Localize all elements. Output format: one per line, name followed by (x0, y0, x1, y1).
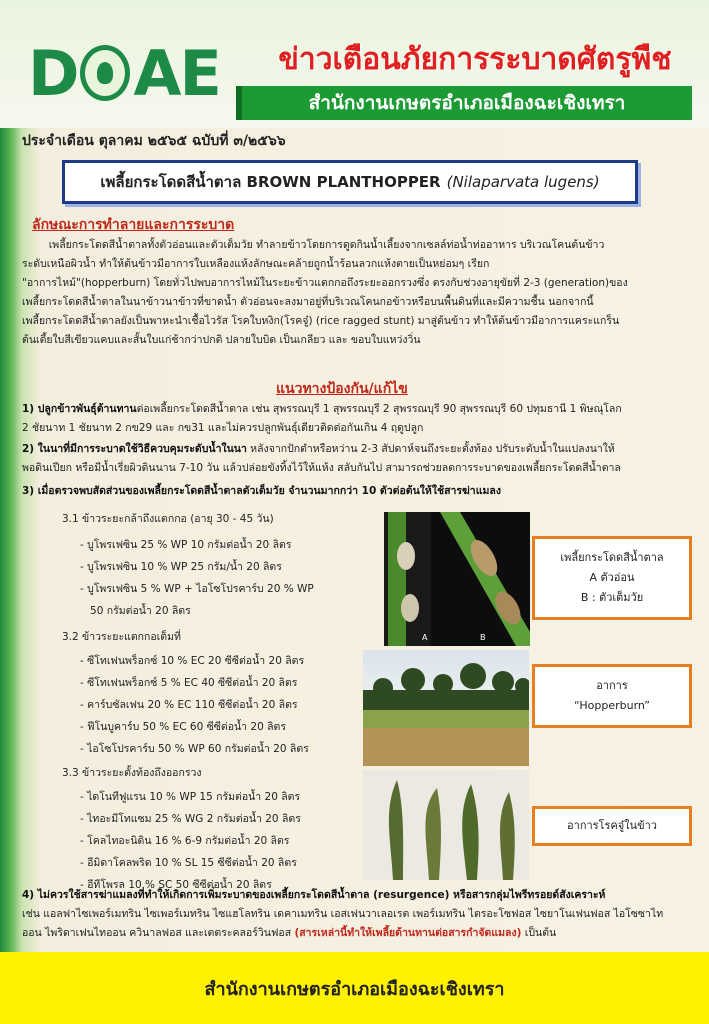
seal-icon (80, 45, 130, 101)
chemical-item: - ฟีโนบูคาร์บ 50 % EC 60 ซีซีต่อน้ำ 20 ลิตร (80, 721, 287, 733)
caption-ragged-stunt (532, 806, 692, 846)
planthopper-photo (384, 512, 530, 646)
chemical-item: - ไทอะมีโทแซม 25 % WG 2 กรัมต่อน้ำ 20 ลิตร (80, 813, 301, 825)
damage-line: "อาการไหม้"(hopperburn) โดยทั่วไปพบอาการไหม้ในระยะข้าวแตกกอถึงระยะออกรวงซึ่ง ตรงกับช่วงอายุขัยที่ 2-3 (generation)ของ (22, 277, 628, 289)
chemical-item: - อีทีโพรล 10 % SC 50 ซีซีต่อน้ำ 20 ลิตร (80, 879, 272, 891)
header (0, 0, 709, 128)
office-subtitle: สำนักงานเกษตรอำเภอเมืองฉะเชิงเทรา (236, 86, 692, 120)
footer-banner: สำนักงานเกษตรอำเภอเมืองฉะเชิงเทรา (0, 952, 709, 1024)
damage-line: เพลี้ยกระโดดสีน้ำตาลทั้งตัวอ่อนและตัวเต็มวัย ทำลายข้าวโดยการดูดกินน้ำเลี้ยงจากเซลล์ท่อน้ำท่ออาหาร บริเวณโคนต้นข้าว (22, 239, 605, 251)
chemical-item: - ไดโนทีฟูแรน 10 % WP 15 กรัมต่อน้ำ 20 ลิตร (80, 791, 301, 803)
stage-heading: 3.3 ข้าวระยะตั้งท้องถึงออกรวง (62, 767, 202, 779)
caption-hopperburn (532, 664, 692, 728)
prevention-item-4 (22, 886, 702, 943)
prevention-item-1 (22, 400, 702, 438)
chemical-item: - โคลไทอะนิดิน 16 % 6-9 กรัมต่อน้ำ 20 ลิตร (80, 835, 290, 847)
photo-label-a: A (422, 633, 428, 642)
warning-text: (สารเหล่านี้ทำให้เพลี้ยต้านทานต่อสารกำจัดแมลง) (294, 927, 522, 939)
chemical-item: - บูโพรเฟซิน 25 % WP 10 กรัมต่อน้ำ 20 ลิตร (80, 539, 292, 551)
item-text: พอดินเปียก หรือมีน้ำเรี่ยผิวดินนาน 7-10 วัน แล้วปล่อยขังทิ้งไว้ให้แห้ง สลับกันไป สามารถช่วยลดการระบาดของเพลี้ยกระโดดสีน้ำตาล (22, 462, 621, 474)
ragged-stunt-photo (363, 770, 529, 880)
chemical-item: - ไอโซโปรคาร์บ 50 % WP 60 กรัมต่อน้ำ 20 ลิตร (80, 743, 309, 755)
item-text: ออน ไพริดาเฟนไทออน ควินาลฟอส และเตตระคลอร์วินฟอส (22, 927, 292, 939)
item-label: 3) เมื่อตรวจพบสัดส่วนของเพลี้ยกระโดดสีน้ำตาลตัวเต็มวัย จำนวนมากกว่า 10 ตัวต่อต้นให้ใช้สารฆ่าแมลง (22, 485, 501, 497)
prevention-item-2 (22, 440, 702, 478)
damage-line: เพลี้ยกระโดดสีน้ำตาลในนาข้าวนาข้าวที่ขาดน้ำ ตัวอ่อนจะลงมาอยู่ที่บริเวณโคนกอข้าวหรือบนพื้นดินที่และมีความชื้น นอกจากนี้ (22, 296, 594, 308)
item-label: 2) ในนาที่มีการระบาดใช้วิธีควบคุมระดับน้ำในนา (22, 443, 247, 455)
damage-line: เพลี้ยกระโดดสีน้ำตาลยังเป็นพาหะนำเชื้อไวรัส โรคใบหงิก(โรคจู๋) (rice ragged stunt) มาสู่ต้นข้าว ทำให้ต้นข้าวมีอาการแคระแกร็น (22, 315, 620, 327)
caption-line: B : ตัวเต็มวัย (580, 591, 644, 604)
chemical-item: - ซีโทเฟนพร็อกซ์ 5 % EC 40 ซีซีต่อน้ำ 20 ลิตร (80, 677, 298, 689)
prevention-item-3 (22, 482, 702, 501)
damage-heading: ลักษณะการทำลายและการระบาด (32, 217, 235, 233)
species-title-box (62, 160, 638, 204)
chemical-item: - คาร์บซัลเฟน 20 % EC 110 ซีซีต่อน้ำ 20 ลิตร (80, 699, 298, 711)
item-text: ต่อเพลี้ยกระโดดสีน้ำตาล เช่น สุพรรณบุรี 1 สุพรรณบุรี 2 สุพรรณบุรี 90 สุพรรณบุรี 60 ปทุมธานี 1 พิษณุโลก (136, 403, 622, 415)
chemical-item: - ซีโทเฟนพร็อกซ์ 10 % EC 20 ซีซีต่อน้ำ 20 ลิตร (80, 655, 305, 667)
caption-line: อาการ (596, 679, 628, 692)
stage-heading: 3.1 ข้าวระยะกล้าถึงแตกกอ (อายุ 30 - 45 วัน) (62, 513, 274, 525)
caption-planthopper (532, 536, 692, 620)
stage-heading: 3.2 ข้าวระยะแตกกอเต็มที่ (62, 631, 181, 643)
issue-line: ประจำเดือน ตุลาคม ๒๕๖๕ ฉบับที่ ๓/๒๕๖๖ (22, 133, 286, 149)
species-name: เพลี้ยกระโดดสีน้ำตาล BROWN PLANTHOPPER (100, 173, 441, 191)
caption-line: “Hopperburn” (574, 699, 650, 712)
item-text: หลังจากปักดำหรือหว่าน 2-3 สัปดาห์จนถึงระยะตั้งท้อง ปรับระดับน้ำในแปลงนาให้ (246, 443, 615, 455)
item-label: 4) ไม่ควรใช้สารฆ่าแมลงที่ทำให้เกิดการเพิ่มระบาดของเพลี้ยกระโดดสีน้ำตาล (resurgence) หรือสารกลุ่มไพรีทรอยด์สังเคราะห์ (22, 889, 606, 901)
species-scientific: (Nilaparvata lugens) (446, 173, 600, 191)
chemical-item: - บูโพรเฟซิน 5 % WP + ไอโซโปรคาร์บ 20 % WP (80, 583, 314, 595)
chemical-item: - บูโพรเฟซิน 10 % WP 25 กรัม/น้ำ 20 ลิตร (80, 561, 282, 573)
caption-line: อาการโรคจู๋ในข้าว (567, 819, 657, 832)
chemical-item: 50 กรัมต่อน้ำ 20 ลิตร (80, 605, 191, 617)
caption-line: เพลี้ยกระโดดสีน้ำตาล (560, 551, 664, 564)
page-title: ข่าวเตือนภัยการระบาดศัตรูพืช (278, 42, 672, 77)
item-text: เช่น แอลฟาไซเพอร์เมทริน ไซเพอร์เมทริน ไซแฮโลทริน เดคาเมทริน เอสเฟนวาเลอเรต เพอร์เมทริน ไตรอะโซฟอส ไซยาโนเฟนฟอส ไอโซซาไท (22, 908, 664, 920)
item-text: เป็นต้น (524, 927, 557, 939)
damage-line: ระดับเหนือผิวน้ำ ทำให้ต้นข้าวมีอาการใบเหลืองแห้งลักษณะคล้ายถูกน้ำร้อนลวกแห้งตายเป็นหย่อมๆ เรียก (22, 258, 490, 270)
item-label: 1) ปลูกข้าวพันธุ์ต้านทาน (22, 403, 137, 415)
hopperburn-field-photo (363, 650, 529, 766)
chemical-item: - อีมิดาโคลพริด 10 % SL 15 ซีซีต่อน้ำ 20 ลิตร (80, 857, 297, 869)
damage-paragraph (22, 236, 702, 350)
doae-logo: D AE (28, 36, 220, 110)
photo-label-b: B (480, 633, 486, 642)
item-text: 2 ชัยนาท 1 ชัยนาท 2 กข29 และ กข31 และไม่ควรปลูกพันธุ์เดียวติดต่อกันเกิน 4 ฤดูปลูก (22, 422, 424, 434)
caption-line: A ตัวอ่อน (589, 571, 635, 584)
damage-line: ต้นเตี้ยใบสีเขียวแคบและสั้นใบแก่ช้ากว่าปกติ ปลายใบบิด เป็นเกลียว และ ขอบใบแหว่งวิ่น (22, 334, 421, 346)
prevention-heading: แนวทางป้องกัน/แก้ไข (276, 381, 408, 397)
